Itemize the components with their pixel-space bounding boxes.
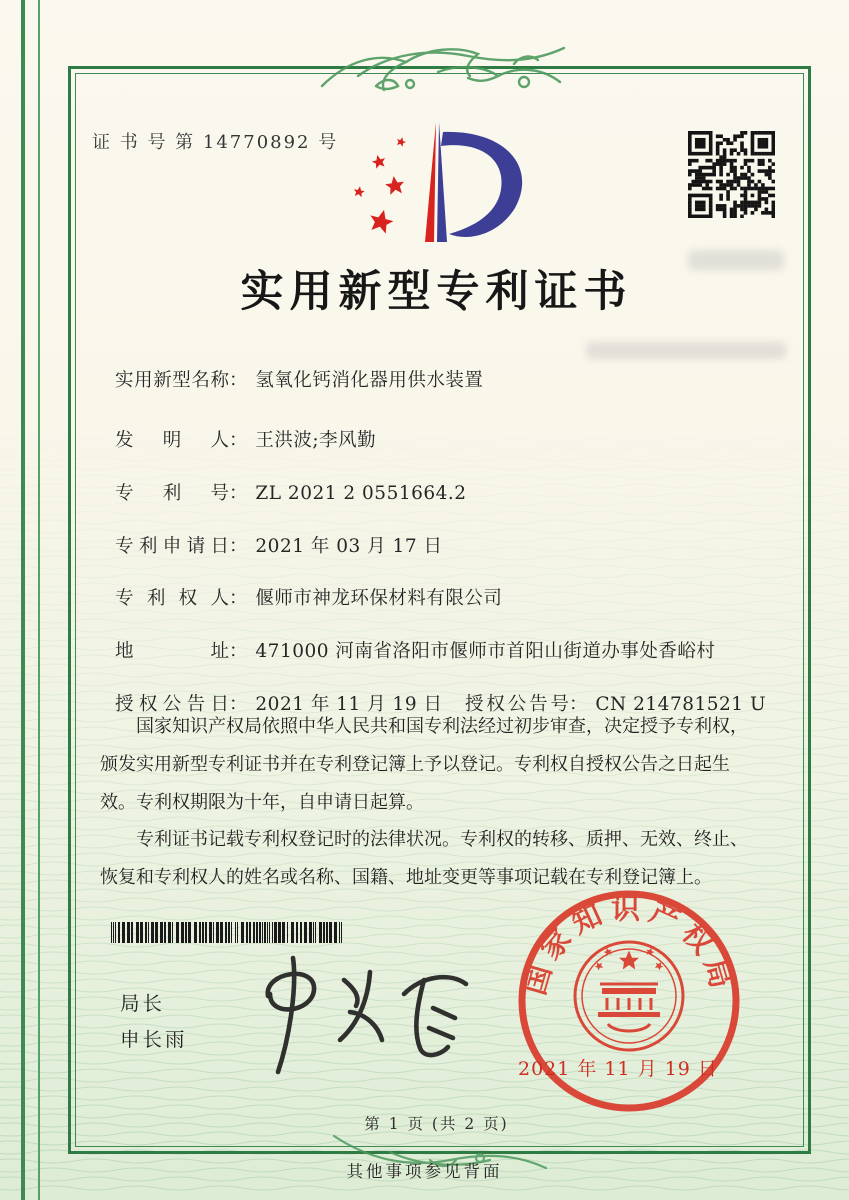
field-row-address: 地址： 471000 河南省洛阳市偃师市首阳山街道办事处香峪村	[115, 637, 715, 663]
legal-paragraph-1: 国家知识产权局依照中华人民共和国专利法经过初步审查，决定授予专利权，颁发实用新型专利证书并在专利登记簿上予以登记。专利权自授权公告之日起生效。专利权期限为十年，自申请日起算。	[100, 716, 748, 813]
back-side-note: 其他事项参见背面	[346, 1162, 503, 1181]
field-row-name: 实用新型名称： 氢氧化钙消化器用供水装置	[115, 366, 483, 392]
cnipa-logo	[335, 116, 550, 244]
barcode	[111, 922, 344, 943]
director-name: 申长雨	[120, 1028, 188, 1051]
legal-text-block	[100, 708, 764, 897]
booklet-spine-edge	[21, 0, 40, 1200]
show-through-smudge	[586, 342, 786, 359]
field-value-grant-date: 2021 年 11 月 19 日	[255, 694, 443, 715]
director-block	[120, 986, 188, 1058]
field-row-patent-no: 专利号： ZL 2021 2 0551664.2	[115, 479, 467, 505]
page-number: 第 1 页 (共 2 页)	[364, 1115, 509, 1133]
field-value-address: 471000 河南省洛阳市偃师市首阳山街道办事处香峪村	[255, 641, 716, 662]
field-label: 专利权人	[115, 588, 229, 609]
field-label: 地址	[115, 641, 229, 662]
seal-ring-text: 国家知识产权局	[517, 891, 741, 999]
qr-code	[688, 131, 775, 218]
field-value-filing-date: 2021 年 03 月 17 日	[255, 536, 443, 557]
field-row-filing-date: 专利申请日： 2021 年 03 月 17 日	[115, 532, 442, 558]
seal-date: 2021 年 11 月 19 日	[518, 1058, 718, 1080]
field-value-patent-number: ZL 2021 2 0551664.2	[255, 483, 467, 504]
field-label: 实用新型名称	[115, 370, 229, 391]
certificate-title: 实用新型专利证书	[240, 267, 633, 317]
legal-paragraph-2: 专利证书记载专利权登记时的法律状况。专利权的转移、质押、无效、终止、恢复和专利权人的姓名或名称、国籍、地址变更等事项记载在专利登记簿上。	[100, 829, 748, 889]
field-value-inventors: 王洪波;李风勤	[255, 430, 377, 451]
field-row-patentee: 专利权人： 偃师市神龙环保材料有限公司	[115, 584, 502, 610]
field-label: 发明人	[115, 430, 229, 451]
field-grant-number: 授权公告号： CN 214781521 U	[465, 690, 766, 716]
logo-stars	[353, 136, 407, 235]
certificate-number: 证 书 号 第 14770892 号	[92, 132, 339, 153]
field-row-inventor: 发明人： 王洪波;李风勤	[115, 426, 376, 452]
field-label: 专利号	[115, 483, 229, 504]
director-title: 局长	[120, 992, 166, 1015]
cnipa-red-seal	[512, 884, 746, 1118]
field-row-grant: 授权公告日： 2021 年 11 月 19 日 授权公告号： CN 214781521 U	[115, 690, 442, 716]
director-signature	[238, 950, 478, 1078]
dragon-flourish-top	[318, 42, 568, 104]
seal-national-emblem	[575, 942, 683, 1050]
logo-wedge-red	[425, 122, 436, 242]
field-label: 授权公告日	[115, 694, 229, 715]
field-value-utility-model-name: 氢氧化钙消化器用供水装置	[255, 370, 484, 391]
field-value-patentee: 偃师市神龙环保材料有限公司	[255, 588, 503, 609]
logo-p-bowl	[441, 132, 522, 237]
field-label: 授权公告号	[465, 694, 569, 715]
field-value-grant-number: CN 214781521 U	[595, 694, 767, 715]
field-label: 专利申请日	[115, 536, 229, 557]
